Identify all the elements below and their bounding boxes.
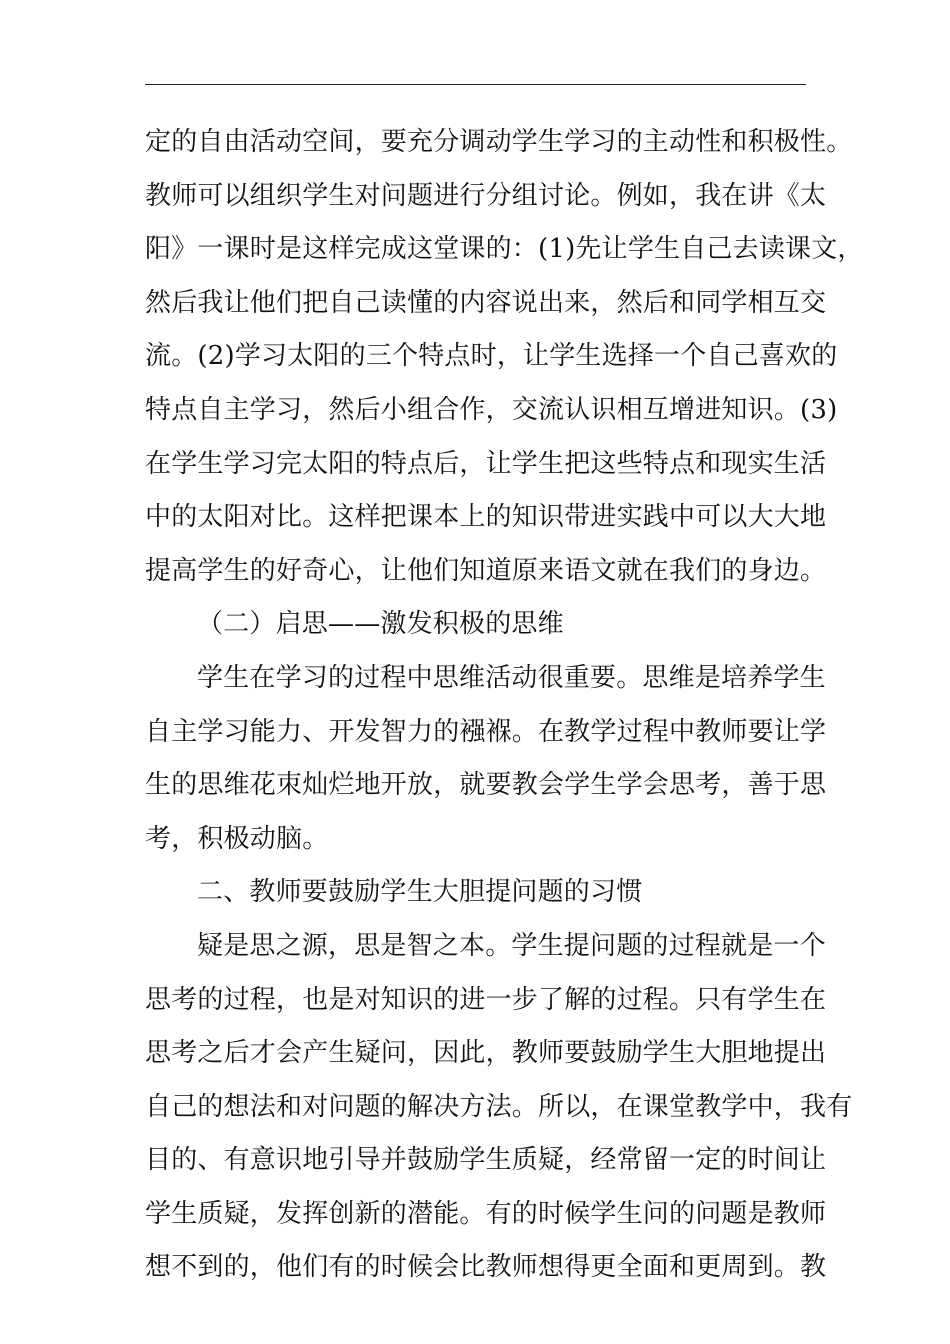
text-line: 学生在学习的过程中思维活动很重要。思维是培养学生 [197, 662, 826, 693]
text-line: 疑是思之源，思是智之本。学生提问题的过程就是一个 [197, 930, 826, 961]
section-heading: 二、教师要鼓励学生大胆提问题的习惯 [197, 877, 643, 908]
text-line: 特点自主学习，然后小组合作，交流认识相互增进知识。(3) [145, 394, 838, 425]
header-rule [145, 84, 806, 85]
text-line: 在学生学习完太阳的特点后，让学生把这些特点和现实生活 [145, 448, 827, 479]
text-line: 提高学生的好奇心，让他们知道原来语文就在我们的身边。 [145, 555, 827, 586]
text-line: 思考之后才会产生疑问，因此，教师要鼓励学生大胆地提出 [145, 1038, 827, 1069]
text-line: 自己的想法和对问题的解决方法。所以，在课堂教学中，我有 [145, 1091, 853, 1122]
text-line: 定的自由活动空间，要充分调动学生学习的主动性和积极性。 [145, 127, 853, 157]
text-line: 生的思维花朿灿烂地开放，就要教会学生学会思考，善于思 [145, 770, 827, 801]
text-line: 阳》一课时是这样完成这堂课的：(1)先让学生自己去读课文， [145, 234, 864, 265]
text-line: 学生质疑，发挥创新的潜能。有的时候学生问的问题是教师 [145, 1198, 827, 1229]
subheading: （二）启思——激发积极的思维 [197, 609, 564, 640]
text-line: 想不到的，他们有的时候会比教师想得更全面和更周到。教 [145, 1252, 827, 1283]
text-line: 教师可以组织学生对问题进行分组讨论。例如，我在讲《太 [145, 180, 827, 211]
body-text [145, 116, 864, 1295]
text-line: 考，积极动脑。 [145, 823, 329, 854]
text-line: 自主学习能力、开发智力的襁褓。在教学过程中教师要让学 [145, 716, 827, 747]
text-line: 思考的过程，也是对知识的进一步了解的过程。只有学生在 [145, 984, 827, 1015]
text-line: 然后我让他们把自己读懂的内容说出来，然后和同学相互交 [145, 287, 827, 318]
text-line: 流。(2)学习太阳的三个特点时，让学生选择一个自己喜欢的 [145, 341, 838, 372]
text-line: 目的、有意识地引导并鼓励学生质疑，经常留一定的时间让 [145, 1145, 827, 1176]
text-line: 中的太阳对比。这样把课本上的知识带进实践中可以大大地 [145, 502, 827, 533]
